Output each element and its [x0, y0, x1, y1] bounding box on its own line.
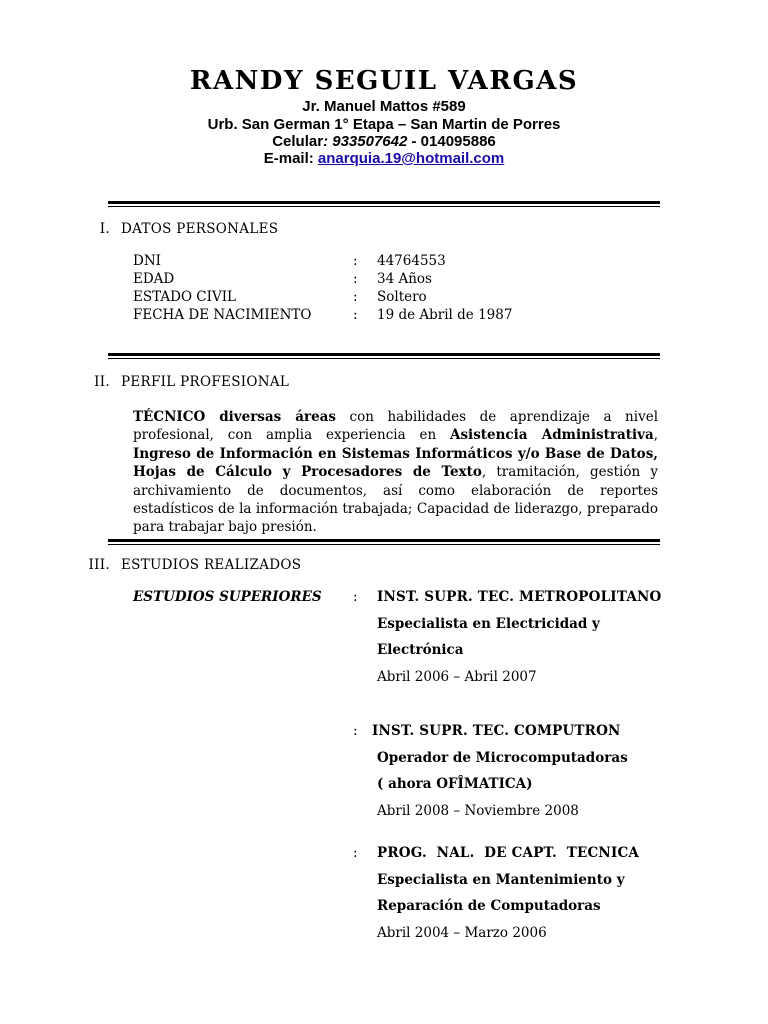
- estudio-program: Electrónica: [377, 642, 464, 658]
- estudio-program: Especialista en Electricidad y: [377, 616, 600, 632]
- phone-line: [0, 133, 768, 150]
- phone-separator: -: [407, 133, 421, 150]
- estudio-institution: PROG. NAL. DE CAPT. TECNICA: [377, 845, 640, 861]
- datos-value: 19 de Abril de 1987: [377, 307, 513, 323]
- address-line-1: Jr. Manuel Mattos #589: [302, 98, 466, 115]
- phone-other: 014095886: [420, 133, 496, 150]
- divider-thin: [108, 206, 660, 207]
- estudio-date: Abril 2004 – Marzo 2006: [377, 925, 547, 941]
- email-link[interactable]: anarquia.19@hotmail.com: [317, 150, 505, 167]
- email-line: [0, 150, 768, 167]
- perfil-paragraph: [133, 408, 658, 537]
- estudio-institution: INST. SUPR. TEC. METROPOLITANO: [377, 589, 662, 605]
- section-title: PERFIL PROFESIONAL: [121, 374, 290, 390]
- datos-value: 34 Años: [377, 271, 432, 287]
- section-number: II.: [94, 374, 110, 390]
- perfil-text: con habilidades de aprendizaje a nivel profesional, con amplia experiencia en: [133, 409, 659, 444]
- estudio-program: Especialista en Mantenimiento y: [377, 872, 625, 888]
- divider-thick: [108, 539, 660, 542]
- perfil-text: , tramitación, gestión y archivamiento de documentos, así como elaboración de reportes estadísticos de la información trabajada; Capacidad de liderazgo, preparado para trabajar bajo presión.: [133, 464, 658, 536]
- datos-label: ESTADO CIVIL: [133, 289, 237, 305]
- datos-label: EDAD: [133, 271, 175, 287]
- perfil-bold: TÉCNICO diversas áreas: [133, 409, 337, 425]
- estudio-colon: :: [353, 589, 358, 605]
- divider-thick: [108, 353, 660, 356]
- estudio-colon: :: [353, 845, 358, 861]
- perfil-bold: Asistencia Administrativa: [449, 427, 654, 444]
- perfil-bold: Ingreso de Información en Sistemas Informáticos y/o Base de Datos, Hojas de Cálculo y Procesadores de Texto: [133, 445, 658, 481]
- divider-thin: [108, 358, 660, 359]
- estudio-program: ( ahora OFÎMATICA): [377, 776, 533, 792]
- phone-label: Celular: [272, 133, 324, 150]
- section-title: ESTUDIOS REALIZADOS: [121, 557, 302, 573]
- section-title: DATOS PERSONALES: [121, 221, 279, 237]
- section-divider: [108, 539, 660, 545]
- estudio-date: Abril 2006 – Abril 2007: [377, 669, 537, 685]
- estudio-date: Abril 2008 – Noviembre 2008: [377, 803, 579, 819]
- estudio-institution: INST. SUPR. TEC. COMPUTRON: [372, 723, 621, 739]
- datos-colon: :: [353, 307, 358, 323]
- estudios-superiores-label: ESTUDIOS SUPERIORES: [133, 589, 322, 605]
- divider-thick: [108, 201, 660, 204]
- datos-colon: :: [353, 271, 358, 287]
- perfil-text: ,: [653, 427, 658, 444]
- estudio-program: Operador de Microcomputadoras: [377, 750, 628, 766]
- datos-value: 44764553: [377, 253, 446, 269]
- address-line-2: Urb. San German 1° Etapa – San Martin de Porres: [207, 116, 561, 133]
- datos-label: DNI: [133, 253, 161, 269]
- divider-thin: [108, 544, 660, 545]
- phone-mobile: : 933507642: [323, 133, 408, 150]
- datos-colon: :: [353, 253, 358, 269]
- section-number: III.: [88, 557, 110, 573]
- section-number: I.: [99, 221, 110, 237]
- datos-label: FECHA DE NACIMIENTO: [133, 307, 312, 323]
- candidate-name: RANDY SEGUIL VARGAS: [189, 66, 579, 96]
- section-divider: [108, 201, 660, 207]
- datos-colon: :: [353, 289, 358, 305]
- estudio-program: Reparación de Computadoras: [377, 898, 601, 914]
- email-label: E-mail:: [263, 150, 318, 167]
- estudio-colon: :: [353, 723, 358, 739]
- section-divider: [108, 353, 660, 359]
- datos-value: Soltero: [377, 289, 427, 305]
